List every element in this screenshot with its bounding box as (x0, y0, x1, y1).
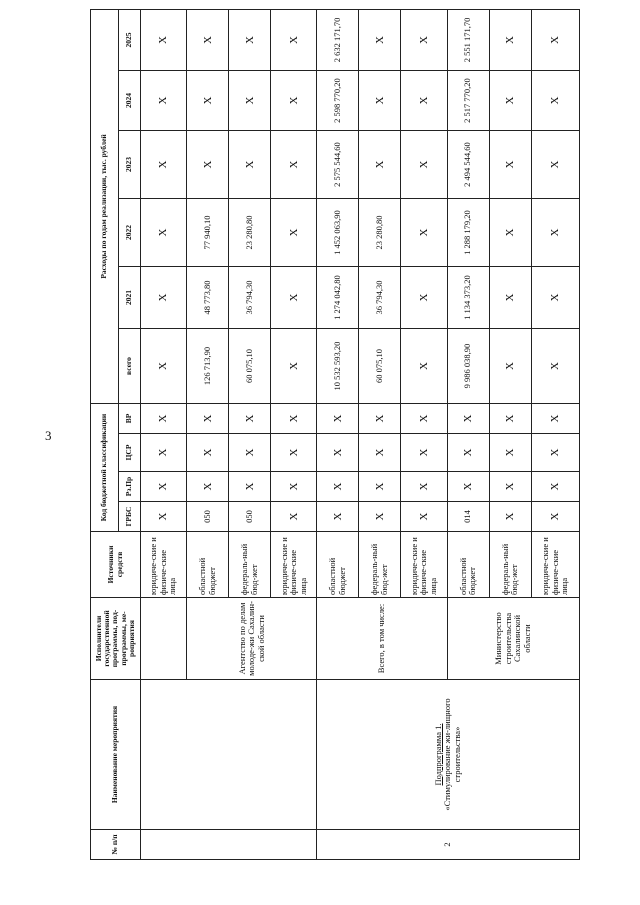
y2024-cell: X (271, 71, 317, 131)
y2022-cell: 23 280,80 (359, 199, 401, 267)
y2022-cell: 1 452 063,90 (317, 199, 359, 267)
vr-cell: X (489, 404, 531, 434)
header-2023: 2023 (119, 131, 141, 199)
header-sources: Источники средств (91, 532, 141, 598)
vr-cell: X (447, 404, 489, 434)
header-budget-code: Код бюджетной классификации (91, 404, 119, 532)
y2025-cell: 2 632 171,70 (317, 9, 359, 70)
rzpr-cell: X (401, 472, 447, 502)
y2023-cell: 2 494 544,60 (447, 131, 489, 199)
y2022-cell: X (531, 199, 579, 267)
y2024-cell: 2 517 770,20 (447, 71, 489, 131)
csr-cell: X (317, 434, 359, 472)
csr-cell: X (187, 434, 229, 472)
header-grbs: ГРБС (119, 502, 141, 532)
subprogram-cell (317, 680, 580, 830)
vr-cell: X (401, 404, 447, 434)
y2024-cell: X (359, 71, 401, 131)
y2023-cell: X (489, 131, 531, 199)
y2021-cell: 36 794,30 (229, 267, 271, 329)
header-total: всего (119, 329, 141, 404)
rzpr-cell: X (447, 472, 489, 502)
y2023-cell: X (271, 131, 317, 199)
total-cell: 10 532 593,20 (317, 329, 359, 404)
y2021-cell: 1 274 042,80 (317, 267, 359, 329)
y2023-cell: X (401, 131, 447, 199)
source-cell: федераль-ный бюд-жет (229, 532, 271, 598)
y2025-cell: X (229, 9, 271, 70)
y2024-cell: X (531, 71, 579, 131)
total-cell: 60 075,10 (229, 329, 271, 404)
y2022-cell: X (401, 199, 447, 267)
rzpr-cell: X (359, 472, 401, 502)
header-num: № п/п (91, 830, 141, 860)
y2022-cell: 77 940,10 (187, 199, 229, 267)
y2021-cell: X (271, 267, 317, 329)
total-cell: 9 986 038,90 (447, 329, 489, 404)
y2022-cell: X (271, 199, 317, 267)
item-number-cell: 2 (317, 830, 580, 860)
budget-table (90, 9, 580, 860)
y2025-cell: X (187, 9, 229, 70)
vr-cell: X (141, 404, 187, 434)
header-row-1 (91, 9, 119, 859)
source-cell: юридиче-ские и физиче-ские лица (401, 532, 447, 598)
executor-cell (141, 598, 187, 680)
header-event: Наименование мероприятия (91, 680, 141, 830)
grbs-cell: X (141, 502, 187, 532)
subprogram-title: Подпрограмма 1. (432, 723, 443, 786)
y2024-cell: X (401, 71, 447, 131)
grbs-cell: 050 (187, 502, 229, 532)
table-row (317, 9, 359, 859)
y2024-cell: X (489, 71, 531, 131)
y2022-cell: 1 288 179,20 (447, 199, 489, 267)
executor-agency-cell: Агентство по делам молоде-жи Сахалин-ской области (187, 598, 317, 680)
csr-cell: X (359, 434, 401, 472)
vr-cell: X (229, 404, 271, 434)
vr-cell: X (317, 404, 359, 434)
header-2024: 2024 (119, 71, 141, 131)
y2025-cell: 2 551 171,70 (447, 9, 489, 70)
y2021-cell: X (489, 267, 531, 329)
event-cell (141, 680, 317, 830)
total-cell: X (531, 329, 579, 404)
grbs-cell: X (317, 502, 359, 532)
total-cell: 126 713,90 (187, 329, 229, 404)
total-cell: 60 075,10 (359, 329, 401, 404)
header-2021: 2021 (119, 267, 141, 329)
y2025-cell: X (531, 9, 579, 70)
total-cell: X (271, 329, 317, 404)
y2024-cell: X (141, 71, 187, 131)
header-csr: ЦСР (119, 434, 141, 472)
grbs-cell: X (271, 502, 317, 532)
rzpr-cell: X (141, 472, 187, 502)
rzpr-cell: X (271, 472, 317, 502)
y2022-cell: X (141, 199, 187, 267)
source-cell: областной бюджет (447, 532, 489, 598)
y2023-cell: X (187, 131, 229, 199)
table-row (141, 9, 187, 859)
y2023-cell: X (229, 131, 271, 199)
csr-cell: X (447, 434, 489, 472)
page-number: 3 (45, 428, 52, 443)
rzpr-cell: X (531, 472, 579, 502)
grbs-cell: 050 (229, 502, 271, 532)
y2025-cell: X (359, 9, 401, 70)
y2021-cell: X (531, 267, 579, 329)
csr-cell: X (141, 434, 187, 472)
rzpr-cell: X (187, 472, 229, 502)
y2022-cell: 23 280,80 (229, 199, 271, 267)
executor-ministry-cell: Министерство строительства Сахалинской области (447, 598, 579, 680)
header-executor: Исполнители государственной программы, под-программы, ме-роприятия (91, 598, 141, 680)
csr-cell: X (489, 434, 531, 472)
budget-table-wrapper (90, 10, 580, 860)
csr-cell: X (229, 434, 271, 472)
rzpr-cell: X (317, 472, 359, 502)
y2024-cell: 2 598 770,20 (317, 71, 359, 131)
rotated-table-area (90, 10, 580, 860)
y2025-cell: X (401, 9, 447, 70)
source-cell: областной бюджет (187, 532, 229, 598)
csr-cell: X (531, 434, 579, 472)
vr-cell: X (271, 404, 317, 434)
y2024-cell: X (229, 71, 271, 131)
rzpr-cell: X (229, 472, 271, 502)
grbs-cell: X (401, 502, 447, 532)
total-cell: X (401, 329, 447, 404)
header-2025: 2025 (119, 9, 141, 70)
grbs-cell: X (531, 502, 579, 532)
total-cell: X (489, 329, 531, 404)
header-vr: ВР (119, 404, 141, 434)
vr-cell: X (187, 404, 229, 434)
y2022-cell: X (489, 199, 531, 267)
y2025-cell: X (271, 9, 317, 70)
source-cell: юридиче-ские и физиче-ские лица (271, 532, 317, 598)
executor-total-cell: Всего, в том числе: (317, 598, 447, 680)
y2025-cell: X (489, 9, 531, 70)
y2025-cell: X (141, 9, 187, 70)
header-rzpr: Рз.Пр (119, 472, 141, 502)
header-expenses: Расходы по годам реализации, тыс. рублей (91, 9, 119, 403)
source-cell: федераль-ный бюд-жет (359, 532, 401, 598)
source-cell: областной бюджет (317, 532, 359, 598)
y2023-cell: X (359, 131, 401, 199)
vr-cell: X (359, 404, 401, 434)
y2024-cell: X (187, 71, 229, 131)
source-cell: федераль-ный бюд-жет (489, 532, 531, 598)
y2021-cell: 36 794,30 (359, 267, 401, 329)
y2021-cell: X (141, 267, 187, 329)
csr-cell: X (271, 434, 317, 472)
grbs-cell: 014 (447, 502, 489, 532)
source-cell: юридиче-ские и физиче-ские лица (531, 532, 579, 598)
vr-cell: X (531, 404, 579, 434)
num-cell (141, 830, 317, 860)
grbs-cell: X (359, 502, 401, 532)
y2021-cell: 1 134 373,20 (447, 267, 489, 329)
subprogram-name: «Стимулирование жи-лищного строительства» (442, 698, 462, 811)
header-2022: 2022 (119, 199, 141, 267)
grbs-cell: X (489, 502, 531, 532)
y2023-cell: X (531, 131, 579, 199)
y2021-cell: 48 773,80 (187, 267, 229, 329)
y2023-cell: X (141, 131, 187, 199)
source-cell: юридиче-ские и физиче-ские лица (141, 532, 187, 598)
y2023-cell: 2 575 544,60 (317, 131, 359, 199)
csr-cell: X (401, 434, 447, 472)
y2021-cell: X (401, 267, 447, 329)
total-cell: X (141, 329, 187, 404)
rzpr-cell: X (489, 472, 531, 502)
